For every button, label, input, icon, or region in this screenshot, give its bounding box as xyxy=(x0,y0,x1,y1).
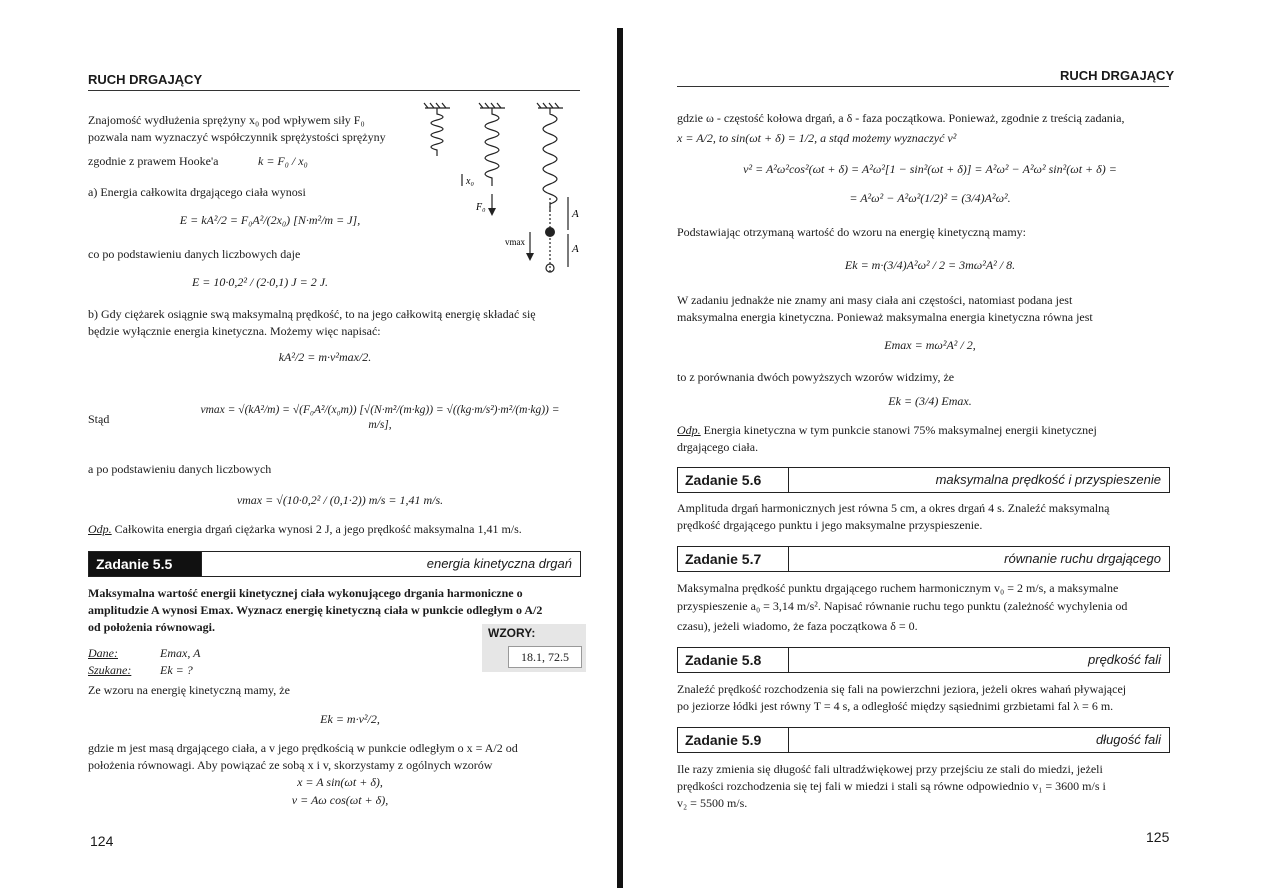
vmax-value: vmax = √(10·0,2² / (0,1·2)) m/s = 1,41 m/s. xyxy=(236,493,444,507)
given-value: Emax, A xyxy=(160,646,201,660)
right-answer-line-1 xyxy=(677,422,1097,439)
stad-label: Stąd xyxy=(88,412,110,426)
task-5-5-text-1: Maksymalna wartość energii kinetycznej ciała wykonującego drgania harmoniczne o xyxy=(88,586,523,600)
comparison-line: to z porównania dwóch powyższych wzorów widzimy, że xyxy=(677,370,955,384)
task-5-7-text-2: przyspieszenie a₀ = 3,14 m/s². Napisać równanie ruchu tego punktu (zależność wychylenia od xyxy=(677,599,1128,613)
task-5-9-header xyxy=(677,727,1170,753)
task-5-7-label: Zadanie 5.7 xyxy=(678,547,789,571)
intro-line-3: zgodnie z prawem Hooke'a xyxy=(88,154,219,168)
task-5-5-topic: energia kinetyczna drgań xyxy=(426,556,572,571)
task-5-6-text-1: Amplituda drgań harmonicznych jest równa 5 cm, a okres drgań 4 s. Znaleźć maksymalną xyxy=(677,501,1110,515)
kinetic-equality: kA²/2 = m·v²max/2. xyxy=(278,350,372,364)
substitution-line: Podstawiając otrzymaną wartość do wzoru na energię kinetyczną mamy: xyxy=(677,225,1026,239)
vmax-label: vmax xyxy=(505,237,525,247)
task-5-8-label: Zadanie 5.8 xyxy=(678,648,789,672)
amplitude-label-upper: A xyxy=(572,208,579,220)
task-5-6-label: Zadanie 5.6 xyxy=(678,468,789,492)
spring-1 xyxy=(431,108,443,156)
right-line-2: x = A/2, to sin(ωt + δ) = 1/2, a stąd możemy wyznaczyć v² xyxy=(677,131,957,145)
given-label: Dane: xyxy=(88,646,118,660)
answer-text: Całkowita energia drgań ciężarka wynosi 2 J, a jego prędkość maksymalna 1,41 m/s. xyxy=(114,522,522,536)
where-line-2: położenia równowagi. Aby powiązać ze sobą x i v, skorzystamy z ogólnych wzorów xyxy=(88,758,493,772)
hatch-lines xyxy=(424,103,559,108)
v-squared-eq-2: = A²ω² − A²ω²(1/2)² = (3/4)A²ω². xyxy=(849,191,1011,205)
task-5-7-text-3: czasu), jeżeli wiadomo, że faza początkowa δ = 0. xyxy=(677,619,918,633)
task-5-7-topic: równanie ruchu drgającego xyxy=(1004,551,1161,566)
task-5-9-text-2: prędkości rozchodzenia się tej fali w miedzi i stali są równe odpowiednio v₁ = 3600 m/s i xyxy=(677,779,1106,793)
mass-ball xyxy=(545,227,555,237)
right-line-w1: W zadaniu jednakże nie znamy ani masy ciała ani częstości, natomiast podana jest xyxy=(677,293,1073,307)
task-5-8-text-2: po jeziorze łódki jest równy T = 4 s, a odległość między sąsiednimi grzbietami fal λ = 6 m. xyxy=(677,699,1114,713)
answer-line xyxy=(88,521,522,538)
kinetic-formula: Ek = m·v²/2, xyxy=(320,712,380,726)
right-running-header: RUCH DRGAJĄCY xyxy=(1060,68,1175,83)
task-5-9-text-1: Ile razy zmienia się długość fali ultradźwiękowej przy przejściu ze stali do miedzi, jeżeli xyxy=(677,762,1103,776)
vmax-arrowhead xyxy=(526,253,534,261)
emax-eq: Emax = mω²A² / 2, xyxy=(884,338,976,352)
formulas-reference-box xyxy=(482,624,586,672)
left-page-number: 124 xyxy=(90,833,114,849)
right-answer-line-2: drgającego ciała. xyxy=(677,440,759,454)
task-5-6-header xyxy=(677,467,1170,493)
right-answer-text-1: Energia kinetyczna w tym punkcie stanowi 75% maksymalnej energii kinetycznej xyxy=(703,423,1097,437)
hooke-formula: k = F₀ / x₀ xyxy=(258,154,308,168)
task-5-6-text-2: prędkość drgającego punktu i jego maksymalne przyspieszenie. xyxy=(677,518,983,532)
task-5-8-text-1: Znaleźć prędkość rozchodzenia się fali na powierzchni jeziora, jeżeli okres wahań pływającej xyxy=(677,682,1127,696)
ek-result: Ek = (3/4) Emax. xyxy=(888,394,972,408)
spring-3 xyxy=(543,108,557,212)
task-5-8-header xyxy=(677,647,1170,673)
x-formula: x = A sin(ωt + δ), xyxy=(297,775,383,789)
after-substitution: co po podstawieniu danych liczbowych daje xyxy=(88,247,301,261)
spring-figure xyxy=(410,102,585,282)
kinetic-energy-eq: Ek = m·(3/4)A²ω² / 2 = 3mω²A² / 8. xyxy=(844,258,1016,272)
substitution-intro: a po podstawieniu danych liczbowych xyxy=(88,462,272,476)
task-5-9-label: Zadanie 5.9 xyxy=(678,728,789,752)
right-answer-label: Odp. xyxy=(677,423,701,437)
task-5-5-label: Zadanie 5.5 xyxy=(89,552,202,576)
task-5-6-topic: maksymalna prędkość i przyspieszenie xyxy=(935,472,1161,487)
task-5-7-text-1: Maksymalna prędkość punktu drgającego ruchem harmonicznym v₀ = 2 m/s, a maksymalne xyxy=(677,581,1119,595)
right-line-w2: maksymalna energia kinetyczna. Ponieważ maksymalna energia kinetyczna równa jest xyxy=(677,310,1093,324)
left-running-header: RUCH DRGAJĄCY xyxy=(88,72,203,87)
vmax-formula: vmax = √(kA²/m) = √(F₀A²/(x₀m)) [√(N·m²/(m·kg)) = √((kg·m/s²)·m²/(m·kg)) = m/s], xyxy=(200,404,560,431)
energy-formula: E = kA²/2 = F₀A²/(2x₀) [N·m²/m = J], xyxy=(179,213,361,227)
task-5-5-text-2: amplitudzie A wynosi Emax. Wyznacz energię kinetyczną ciała w punkcie odległym o A/2 xyxy=(88,603,543,617)
task-5-9-text-3: v₂ = 5500 m/s. xyxy=(677,796,748,810)
task-5-9-topic: długość fali xyxy=(1095,732,1161,747)
f0-label: F₀ xyxy=(476,202,486,213)
force-arrowhead xyxy=(488,208,496,216)
part-a-text: a) Energia całkowita drgającego ciała wynosi xyxy=(88,185,306,199)
right-page-number: 125 xyxy=(1146,829,1170,845)
part-b-line-2: będzie wyłącznie energia kinetyczna. Możemy więc napisać: xyxy=(88,324,381,338)
book-spine xyxy=(617,28,623,888)
spring-2 xyxy=(485,108,499,186)
unknown-label: Szukane: xyxy=(88,663,132,677)
v-squared-eq-1: v² = A²ω²cos²(ωt + δ) = A²ω²[1 − sin²(ωt + δ)] = A²ω² − A²ω² sin²(ωt + δ) = xyxy=(743,162,1117,176)
task-5-8-topic: prędkość fali xyxy=(1088,652,1161,667)
task-5-5-header xyxy=(88,551,581,577)
intro-line-1: Znajomość wydłużenia sprężyny x₀ pod wpływem siły F₀ xyxy=(88,113,365,127)
part-b-line-1: b) Gdy ciężarek osiągnie swą maksymalną prędkość, to na jego całkowitą energię składać się xyxy=(88,307,536,321)
right-line-1: gdzie ω - częstość kołowa drgań, a δ - faza początkowa. Ponieważ, zgodnie z treścią zadania, xyxy=(677,111,1125,125)
task-5-7-header xyxy=(677,546,1170,572)
formulas-refs: 18.1, 72.5 xyxy=(508,646,582,668)
where-line-1: gdzie m jest masą drgającego ciała, a v jego prędkością w punkcie odległym o x = A/2 od xyxy=(88,741,518,755)
energy-value: E = 10·0,2² / (2·0,1) J = 2 J. xyxy=(191,275,329,289)
intro-line-2: pozwala nam wyznaczyć współczynnik sprężystości sprężyny xyxy=(88,130,386,144)
unknown-value: Ek = ? xyxy=(160,663,193,677)
formulas-title: WZORY: xyxy=(488,626,536,640)
task-5-5-text-3: od położenia równowagi. xyxy=(88,620,216,634)
v-formula: v = Aω cos(ωt + δ), xyxy=(291,793,389,807)
answer-label: Odp. xyxy=(88,522,112,536)
left-header-rule xyxy=(88,90,580,91)
right-header-rule xyxy=(677,86,1169,87)
amplitude-label-lower: A xyxy=(572,243,579,255)
x0-label: x₀ xyxy=(466,176,474,187)
kinetic-intro: Ze wzoru na energię kinetyczną mamy, że xyxy=(88,683,290,697)
